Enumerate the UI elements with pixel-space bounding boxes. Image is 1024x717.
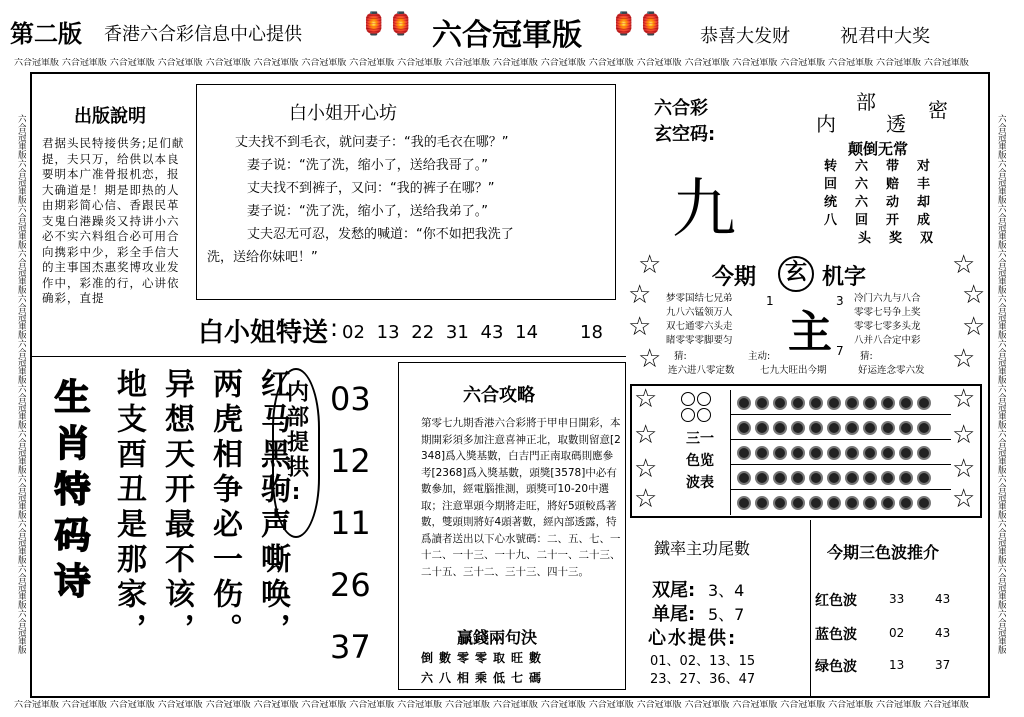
color-wave-row (815, 624, 985, 644)
poem-number: 26 (330, 566, 371, 604)
tail-title: 鐵率主功尾數 (654, 539, 751, 558)
strategy-box (398, 362, 626, 690)
joke-line: 妻子说：“洗了洗，缩小了，送给我弟了。” (247, 204, 488, 219)
poem-number: 37 (330, 628, 371, 666)
color-wave-row (815, 590, 985, 610)
key-foot-1: 连六进八零定数 (668, 365, 735, 376)
key-line: 冷门六九与八合 (854, 293, 921, 304)
key-line: 睹零零零脚要匀 (666, 335, 733, 346)
secret-char-mi: 密 (928, 98, 948, 122)
poem-col: 红马黑驹声嘶唤， (255, 368, 290, 648)
poem-col: 两虎相争必一伤。 (207, 368, 242, 648)
section-divider (32, 356, 626, 357)
color-wave-b: 37 (935, 658, 951, 672)
key-line: 九八六锰领万人 (666, 307, 733, 318)
star-icon: ☆ (634, 454, 658, 484)
joke-line: 丈夫忍无可忍，发愁的喊道：“你不如把我洗了 (247, 227, 514, 242)
key-num-1: 1 (766, 294, 774, 308)
poem-col: 地支酉丑是那家， (111, 368, 146, 648)
color-wave-a: 13 (889, 658, 905, 672)
miss-bai-joke (207, 131, 607, 269)
secret-label2: 玄空码: (654, 124, 716, 145)
double-label: 双尾: (652, 580, 696, 601)
key-line: 零零七零多头龙 (854, 321, 921, 332)
secret-grid-row: 统六动却 (824, 195, 949, 210)
key-line: 双七通零六头走 (666, 321, 733, 332)
secret-grid (824, 158, 984, 248)
special-last-number: 18 (580, 322, 603, 343)
key-line: 梦零国结七兄弟 (666, 293, 733, 304)
key-title-b: 玄 (778, 256, 814, 292)
publish-note (38, 80, 190, 352)
wave-table-box (630, 384, 982, 518)
wave-row (731, 415, 951, 440)
star-icon: ☆ (638, 344, 662, 374)
star-icon: ☆ (634, 384, 658, 414)
secret-char-nei: 内 (816, 112, 836, 136)
key-line: 八并八合定中彩 (854, 335, 921, 346)
key-foot-3: 好运连念零六发 (858, 365, 925, 376)
wave-row (731, 390, 951, 415)
star-icon: ☆ (628, 280, 652, 310)
top-border-strip: 六合冠軍版 六合冠軍版 六合冠軍版 六合冠軍版 六合冠軍版 六合冠軍版 六合冠軍版 六合冠軍版 六合冠軍版 六合冠軍版 六合冠軍版 六合冠軍版 六合冠軍版 六合冠軍版 六合冠軍版 六合冠軍版 六合冠軍版 六合冠軍版 六合冠軍版 六合冠軍版 (14, 58, 969, 68)
key-main-char: 主 (788, 307, 832, 358)
joke-line: 洗，送给你妹吧！” (207, 250, 318, 265)
poem-inner-label: 内部提拱: (283, 380, 309, 508)
heart-row-2: 23、27、36、47 (650, 672, 756, 687)
color-wave-title: 今期三色波推介 (827, 543, 940, 562)
color-wave-name: 蓝色波 (815, 627, 857, 643)
poem-columns (110, 368, 290, 688)
joke-line: 妻子说：“洗了洗，缩小了，送给我哥了。” (247, 158, 488, 173)
star-icon: ☆ (952, 484, 976, 514)
secret-label1: 六合彩 (654, 98, 708, 119)
star-icon: ☆ (638, 250, 662, 280)
star-icon: ☆ (952, 420, 976, 450)
key-right-lines (854, 292, 921, 348)
key-num-7: 7 (836, 344, 844, 358)
single-label: 单尾: (652, 604, 696, 625)
wave-row (731, 440, 951, 465)
key-line: 零零七号争上奖 (854, 307, 921, 318)
star-icon: ☆ (952, 384, 976, 414)
lantern-icon: 🏮🏮 (360, 12, 415, 37)
color-wave-name: 红色波 (815, 593, 857, 609)
greet-right: 祝君中大奖 (840, 26, 930, 47)
wave-row (731, 490, 951, 515)
double-value: 3、4 (708, 581, 745, 600)
publish-title: 出版說明 (74, 106, 146, 127)
right-border-strip: 六合冠軍版六合冠軍版六合冠軍版六合冠軍版六合冠軍版六合冠軍版六合冠軍版六合冠軍版六合冠軍版六合冠軍版六合冠軍版六合冠軍版 (996, 114, 1006, 654)
star-icon: ☆ (962, 312, 986, 342)
provider-label: 香港六合彩信息中心提供 (104, 24, 302, 45)
heart-label: 心水提供: (648, 628, 738, 649)
star-icon: ☆ (634, 420, 658, 450)
color-wave-a: 02 (889, 626, 905, 640)
win-title: 贏錢兩句決 (457, 628, 538, 647)
key-label-left: 猜: (674, 351, 687, 362)
poem-inner-box (272, 368, 320, 538)
wave-grid (730, 390, 951, 515)
special-numbers: 02 13 22 31 43 14 (342, 322, 539, 343)
key-foot-2: 七九大旺出今期 (760, 365, 827, 376)
secret-char-bu: 部 (856, 90, 876, 114)
wave-row (731, 465, 951, 490)
joke-line: 丈夫找不到裤子，又问：“我的裤子在哪？” (247, 181, 495, 196)
poem-col: 异想天开最不该， (159, 368, 194, 648)
color-wave-a: 33 (889, 592, 905, 606)
key-title-a: 今期 (712, 265, 757, 290)
header-title: 六合冠軍版 (432, 18, 582, 53)
star-icon: ☆ (952, 454, 976, 484)
left-border-strip: 六合冠軍版六合冠軍版六合冠軍版六合冠軍版六合冠軍版六合冠軍版六合冠軍版六合冠軍版六合冠軍版六合冠軍版六合冠軍版六合冠軍版 (16, 114, 26, 654)
color-wave-row (815, 656, 985, 676)
key-label-mid: 主动: (748, 351, 771, 362)
edition-label: 第二版 (10, 19, 82, 48)
wave-label: 三一色览波表 (686, 431, 714, 491)
miss-bai-title: 白小姐开心坊 (289, 103, 397, 124)
secret-box (624, 84, 988, 250)
win-line-2: 六八相乘低七碼 (421, 671, 548, 685)
poem-numbers (330, 368, 390, 678)
secret-subtitle: 颠倒无常 (848, 140, 909, 158)
strategy-title: 六合攻略 (463, 385, 535, 406)
secret-grid-row: 八回开成 (824, 213, 949, 228)
poem-number: 12 (330, 442, 371, 480)
color-wave-name: 绿色波 (815, 659, 857, 675)
star-icon: ☆ (634, 484, 658, 514)
star-icon: ☆ (952, 250, 976, 280)
strategy-body: 第零七九期香港六合彩將于甲申日開彩，本期開彩須多加注意喜神正北，取數則留意[2348]爲入獎基數，白吉門正南取碼則應參考[2368]爲入獎基數，頭獎[3578]中必有數參加，經電腦推測，頭獎可10-20中選取；注意單頭今期將走旺，將好5頭較爲著數，雙頭則將好4頭著數，經內部透露，特爲讀者送出以下心水號碼：二、五、七、一十二、一十三、一十九、二十一、二十三、二十五、三十二、三十三、四十三。 (421, 417, 621, 578)
wave-ball-cluster (680, 392, 714, 424)
bottom-border-strip: 六合冠軍版 六合冠軍版 六合冠軍版 六合冠軍版 六合冠軍版 六合冠軍版 六合冠軍版 六合冠軍版 六合冠軍版 六合冠軍版 六合冠軍版 六合冠軍版 六合冠軍版 六合冠軍版 六合冠軍版 六合冠軍版 六合冠軍版 六合冠軍版 六合冠軍版 六合冠軍版 (14, 700, 969, 710)
heart-row-1: 01、02、13、15 (650, 654, 756, 669)
win-line-1: 倒數零零取旺數 (421, 651, 548, 665)
greet-left: 恭喜大发财 (700, 26, 790, 47)
poem-vertical-title: 生肖特码诗 (49, 378, 91, 608)
key-left-lines (666, 292, 733, 348)
key-num-3: 3 (836, 294, 844, 308)
secret-grid-row: 回六赔丰 (824, 177, 949, 192)
joke-line: 丈夫找不到毛衣，就问妻子：“我的毛衣在哪？” (235, 135, 509, 150)
tail-section (630, 520, 810, 696)
key-label-right: 猜: (860, 351, 873, 362)
color-wave-b: 43 (935, 592, 951, 606)
star-icon: ☆ (952, 344, 976, 374)
star-icon: ☆ (628, 312, 652, 342)
secret-char-tou: 透 (886, 112, 906, 136)
poem-number: 03 (330, 380, 371, 418)
secret-grid-row: 转六带对 (824, 159, 949, 174)
star-icon: ☆ (962, 280, 986, 310)
key-title-c: 机字 (822, 265, 867, 290)
color-wave-section (810, 520, 989, 696)
poem-number: 11 (330, 504, 371, 542)
secret-answer: 九 (672, 173, 736, 247)
single-value: 5、7 (708, 605, 745, 624)
special-colon: : (330, 314, 339, 342)
miss-bai-box (196, 84, 616, 300)
secret-grid-row: 头奖双 (858, 231, 952, 246)
key-char-box (628, 252, 988, 382)
lantern-icon: 🏮🏮 (610, 12, 665, 37)
header (0, 0, 1024, 56)
color-wave-b: 43 (935, 626, 951, 640)
special-label: 白小姐特送 (198, 318, 329, 348)
publish-body: 君据头民特接供务;足们献提，夫只万，给供以本良要明本广准骨报机恋，报大确道是！期是即热的人由期彩简心信、香跟民革支鬼白港躁炎又持讲小六必不实六料组合必可用合向携彩中少，彩全手信大的主事国杰惠奖博攻业发作中，彩准的行，心讲依确彩，直提 (42, 136, 185, 305)
